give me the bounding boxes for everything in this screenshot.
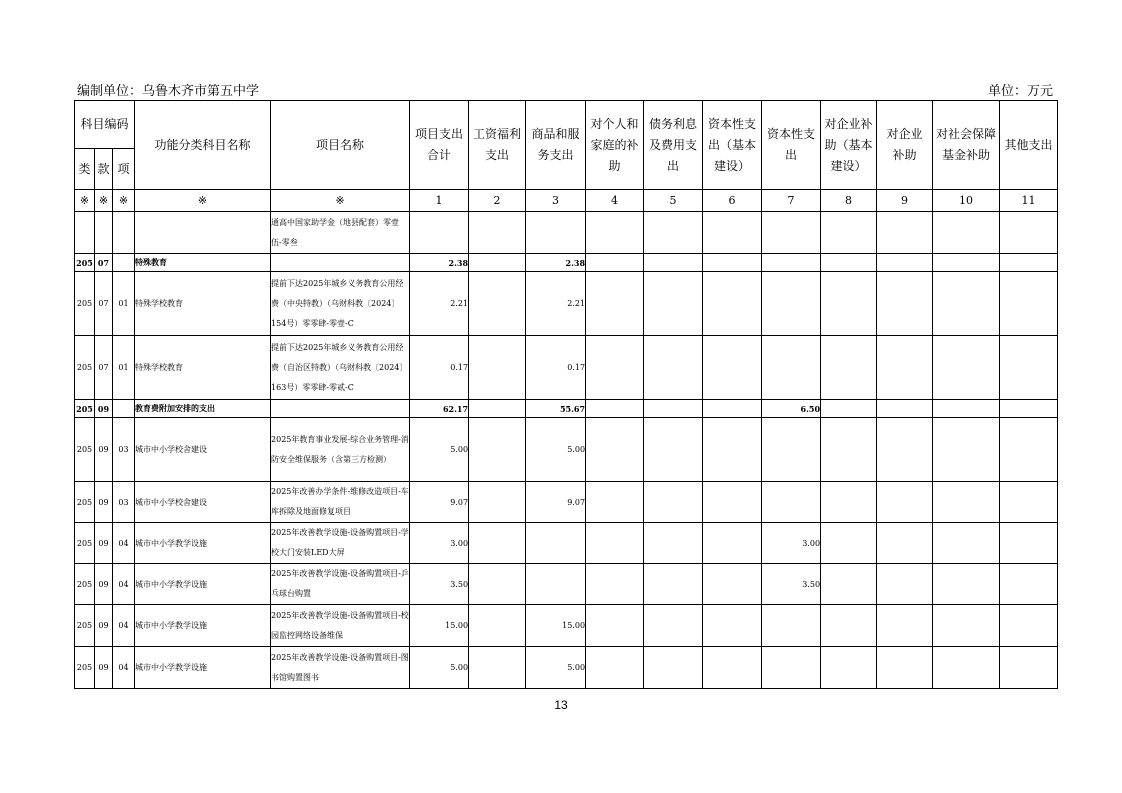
enterprise-construction-subsidy-cell [821,564,877,605]
code-xiang-cell: 04 [113,564,135,605]
total-cell: 3.00 [410,523,469,564]
capital-construction-cell [703,418,762,482]
enterprise-construction-subsidy-cell [821,523,877,564]
code-xiang-cell: 04 [113,647,135,689]
debt-interest-cell [644,605,703,647]
enterprise-construction-subsidy-cell [821,254,877,272]
individual-subsidy-cell [586,336,644,400]
social-security-subsidy-cell [933,212,1000,254]
debt-interest-cell [644,564,703,605]
goods-services-cell: 15.00 [526,605,586,647]
individual-subsidy-cell [586,254,644,272]
header-c5: 债务利息 及费用支 出 [644,101,703,190]
other-expenditure-cell [1000,336,1058,400]
index-cell: 11 [1000,190,1058,212]
code-lei-cell: 205 [75,272,95,336]
total-cell: 15.00 [410,605,469,647]
code-xiang-cell: 01 [113,336,135,400]
enterprise-construction-subsidy-cell [821,212,877,254]
enterprise-subsidy-cell [877,418,933,482]
index-cell: 6 [703,190,762,212]
project-name-cell: 通高中国家助学金（地县配套）零壹伍-零叁 [271,212,410,254]
individual-subsidy-cell [586,564,644,605]
code-xiang-cell [113,212,135,254]
enterprise-subsidy-cell [877,564,933,605]
other-expenditure-cell [1000,418,1058,482]
compiling-unit: 编制单位：乌鲁木齐市第五中学 [77,84,260,99]
social-security-subsidy-cell [933,523,1000,564]
table-row [75,418,1058,482]
other-expenditure-cell [1000,523,1058,564]
goods-services-cell [526,212,586,254]
individual-subsidy-cell [586,418,644,482]
code-kuan-cell: 09 [95,647,113,689]
project-name-cell: 2025年改善办学条件-维修改造项目-车库拆除及地面修复项目 [271,482,410,523]
capital-expenditure-cell: 6.50 [762,400,821,418]
capital-construction-cell [703,272,762,336]
table-row [75,400,1058,418]
table-row [75,523,1058,564]
header-c10: 对社会保障 基金补助 [933,101,1000,190]
table-row [75,482,1058,523]
code-xiang-cell: 03 [113,482,135,523]
header-lei: 类 [75,149,95,190]
enterprise-subsidy-cell [877,254,933,272]
project-name-cell: 提前下达2025年城乡义务教育公用经费（中央特教）（乌财科教〔2024〕154号）零零肆-零壹-C [271,272,410,336]
code-lei-cell: 205 [75,564,95,605]
header-c7: 资本性支 出 [762,101,821,190]
total-cell: 5.00 [410,647,469,689]
enterprise-construction-subsidy-cell [821,336,877,400]
code-xiang-cell: 04 [113,605,135,647]
individual-subsidy-cell [586,212,644,254]
total-cell: 9.07 [410,482,469,523]
header-c9: 对企业 补助 [877,101,933,190]
code-xiang-cell [113,254,135,272]
project-name-cell: 2025年改善教学设施-设备购置项目-校园监控网络设备维保 [271,605,410,647]
capital-expenditure-cell [762,336,821,400]
goods-services-cell [526,523,586,564]
wages-cell [469,336,526,400]
project-name-cell: 2025年改善教学设施-设备购置项目-乒乓球台购置 [271,564,410,605]
func-name-cell: 特殊学校教育 [135,272,271,336]
other-expenditure-cell [1000,605,1058,647]
table-body [75,212,1058,689]
capital-expenditure-cell [762,647,821,689]
index-cell: 7 [762,190,821,212]
individual-subsidy-cell [586,605,644,647]
wages-cell [469,605,526,647]
capital-expenditure-cell: 3.50 [762,564,821,605]
goods-services-cell [526,564,586,605]
debt-interest-cell [644,482,703,523]
index-cell: 4 [586,190,644,212]
total-cell: 2.38 [410,254,469,272]
header-code-group: 科目编码 [75,101,135,149]
code-xiang-cell: 04 [113,523,135,564]
wages-cell [469,400,526,418]
wages-cell [469,272,526,336]
code-lei-cell: 205 [75,605,95,647]
index-cell: 3 [526,190,586,212]
header-c11: 其他支出 [1000,101,1058,190]
index-cell: ※ [135,190,271,212]
total-cell: 5.00 [410,418,469,482]
index-cell: ※ [113,190,135,212]
table-row [75,605,1058,647]
debt-interest-cell [644,400,703,418]
index-cell: 9 [877,190,933,212]
social-security-subsidy-cell [933,482,1000,523]
capital-construction-cell [703,212,762,254]
enterprise-subsidy-cell [877,482,933,523]
social-security-subsidy-cell [933,647,1000,689]
func-name-cell: 城市中小学校舍建设 [135,418,271,482]
capital-expenditure-cell [762,212,821,254]
code-lei-cell: 205 [75,400,95,418]
capital-construction-cell [703,647,762,689]
individual-subsidy-cell [586,523,644,564]
table-row [75,254,1058,272]
code-lei-cell: 205 [75,254,95,272]
enterprise-construction-subsidy-cell [821,647,877,689]
table-row [75,647,1058,689]
goods-services-cell: 0.17 [526,336,586,400]
social-security-subsidy-cell [933,254,1000,272]
other-expenditure-cell [1000,212,1058,254]
other-expenditure-cell [1000,400,1058,418]
other-expenditure-cell [1000,254,1058,272]
social-security-subsidy-cell [933,564,1000,605]
wages-cell [469,564,526,605]
wages-cell [469,647,526,689]
other-expenditure-cell [1000,482,1058,523]
debt-interest-cell [644,212,703,254]
project-name-cell: 2025年改善教学设施-设备购置项目-学校大门安装LED大屏 [271,523,410,564]
capital-construction-cell [703,254,762,272]
enterprise-subsidy-cell [877,647,933,689]
index-cell: 8 [821,190,877,212]
goods-services-cell: 5.00 [526,418,586,482]
code-kuan-cell: 07 [95,336,113,400]
social-security-subsidy-cell [933,400,1000,418]
debt-interest-cell [644,647,703,689]
index-cell: ※ [95,190,113,212]
goods-services-cell: 9.07 [526,482,586,523]
total-cell: 0.17 [410,336,469,400]
budget-table [74,100,1058,689]
capital-construction-cell [703,523,762,564]
code-lei-cell: 205 [75,482,95,523]
index-cell: ※ [75,190,95,212]
other-expenditure-cell [1000,647,1058,689]
table-row [75,336,1058,400]
code-kuan-cell: 07 [95,272,113,336]
goods-services-cell: 2.38 [526,254,586,272]
table-row [75,564,1058,605]
header-c2: 工资福利 支出 [469,101,526,190]
project-name-cell: 提前下达2025年城乡义务教育公用经费（自治区特教）（乌财科教〔2024〕163号）零零肆-零贰-C [271,336,410,400]
goods-services-cell: 5.00 [526,647,586,689]
currency-unit: 单位：万元 [987,84,1053,99]
project-name-cell [271,400,410,418]
enterprise-subsidy-cell [877,336,933,400]
header-xiang: 项 [113,149,135,190]
index-cell: 10 [933,190,1000,212]
enterprise-subsidy-cell [877,400,933,418]
code-lei-cell [75,212,95,254]
func-name-cell: 城市中小学校舍建设 [135,482,271,523]
wages-cell [469,523,526,564]
debt-interest-cell [644,523,703,564]
individual-subsidy-cell [586,400,644,418]
social-security-subsidy-cell [933,605,1000,647]
func-name-cell [135,212,271,254]
enterprise-subsidy-cell [877,523,933,564]
debt-interest-cell [644,272,703,336]
wages-cell [469,254,526,272]
individual-subsidy-cell [586,272,644,336]
capital-expenditure-cell: 3.00 [762,523,821,564]
page-number: 13 [554,698,568,712]
enterprise-construction-subsidy-cell [821,418,877,482]
debt-interest-cell [644,336,703,400]
total-cell: 62.17 [410,400,469,418]
wages-cell [469,482,526,523]
index-cell: 5 [644,190,703,212]
enterprise-subsidy-cell [877,272,933,336]
table-row [75,212,1058,254]
other-expenditure-cell [1000,564,1058,605]
code-kuan-cell: 09 [95,564,113,605]
enterprise-subsidy-cell [877,605,933,647]
index-row [75,190,1058,212]
code-kuan-cell [95,212,113,254]
project-name-cell [271,254,410,272]
capital-expenditure-cell [762,418,821,482]
goods-services-cell: 55.67 [526,400,586,418]
social-security-subsidy-cell [933,272,1000,336]
func-name-cell: 教育费附加安排的支出 [135,400,271,418]
header-c6: 资本性支 出（基本 建设） [703,101,762,190]
index-cell: 1 [410,190,469,212]
header-c4: 对个人和 家庭的补 助 [586,101,644,190]
wages-cell [469,212,526,254]
capital-expenditure-cell [762,605,821,647]
func-name-cell: 特殊学校教育 [135,336,271,400]
goods-services-cell: 2.21 [526,272,586,336]
capital-construction-cell [703,564,762,605]
func-name-cell: 城市中小学教学设施 [135,647,271,689]
project-name-cell: 2025年改善教学设施-设备购置项目-图书馆购置图书 [271,647,410,689]
capital-expenditure-cell [762,254,821,272]
code-kuan-cell: 09 [95,523,113,564]
index-cell: 2 [469,190,526,212]
total-cell: 3.50 [410,564,469,605]
table-row [75,272,1058,336]
enterprise-subsidy-cell [877,212,933,254]
header-kuan: 款 [95,149,113,190]
header-func-name: 功能分类科目名称 [135,101,271,190]
enterprise-construction-subsidy-cell [821,482,877,523]
header-proj-name: 项目名称 [271,101,410,190]
func-name-cell: 城市中小学教学设施 [135,523,271,564]
index-cell: ※ [271,190,410,212]
debt-interest-cell [644,418,703,482]
code-xiang-cell [113,400,135,418]
code-lei-cell: 205 [75,418,95,482]
project-name-cell: 2025年教育事业发展-综合业务管理-消防安全维保服务（含第三方检测） [271,418,410,482]
social-security-subsidy-cell [933,418,1000,482]
social-security-subsidy-cell [933,336,1000,400]
code-kuan-cell: 09 [95,482,113,523]
func-name-cell: 城市中小学教学设施 [135,564,271,605]
code-kuan-cell: 07 [95,254,113,272]
capital-construction-cell [703,336,762,400]
total-cell [410,212,469,254]
code-kuan-cell: 09 [95,400,113,418]
code-lei-cell: 205 [75,336,95,400]
code-xiang-cell: 01 [113,272,135,336]
code-kuan-cell: 09 [95,418,113,482]
debt-interest-cell [644,254,703,272]
code-kuan-cell: 09 [95,605,113,647]
enterprise-construction-subsidy-cell [821,272,877,336]
code-lei-cell: 205 [75,647,95,689]
enterprise-construction-subsidy-cell [821,605,877,647]
capital-expenditure-cell [762,482,821,523]
header-c1: 项目支出 合计 [410,101,469,190]
capital-expenditure-cell [762,272,821,336]
individual-subsidy-cell [586,647,644,689]
total-cell: 2.21 [410,272,469,336]
header-c3: 商品和服 务支出 [526,101,586,190]
other-expenditure-cell [1000,272,1058,336]
code-xiang-cell: 03 [113,418,135,482]
capital-construction-cell [703,605,762,647]
wages-cell [469,418,526,482]
capital-construction-cell [703,400,762,418]
capital-construction-cell [703,482,762,523]
func-name-cell: 特殊教育 [135,254,271,272]
individual-subsidy-cell [586,482,644,523]
enterprise-construction-subsidy-cell [821,400,877,418]
code-lei-cell: 205 [75,523,95,564]
func-name-cell: 城市中小学教学设施 [135,605,271,647]
header-c8: 对企业补 助（基本 建设） [821,101,877,190]
